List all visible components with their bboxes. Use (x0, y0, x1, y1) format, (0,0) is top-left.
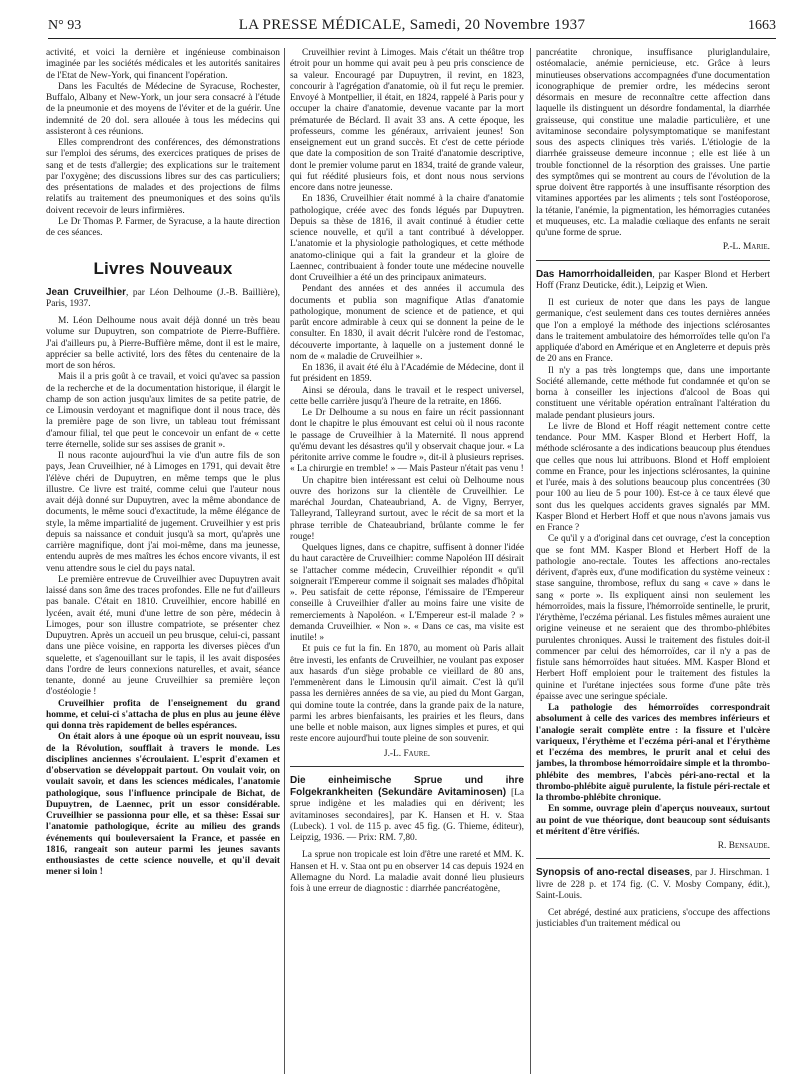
paragraph: En 1836, il avait été élu à l'Académie de Médecine, dont il fut président en 1859. (290, 363, 524, 385)
paragraph: Il est curieux de noter que dans les pays de langue germanique, c'est seulement dans ces toutes dernières années que l'on a employé la méthode des injections sclérosantes dans le traitement ambulatoire des hémorroïdes telle qu'on l'a appliquée d'abord en Amérique et en Angleterre et depuis près de 20 ans en France. (536, 298, 770, 365)
page-header (48, 14, 776, 36)
paragraph: Mais il a pris goût à ce travail, et voici qu'avec sa passion de la recherche et de la documentation historique, il élargit le champ de son action jusqu'aux limites de sa petite patrie, de ce Limousin verdoyant et magnifique dont il nous trace, dès la première page de son livre, un tableau tout frémissant d'amour filial, tel que peut le concevoir un enfant de « cette terre éternelle, solide sur ses assises de granit ». (46, 372, 280, 450)
column-2 (290, 48, 524, 1076)
column-separator (284, 48, 285, 1074)
paragraph: Quelques lignes, dans ce chapitre, suffisent à donner l'idée du haut caractère de Cruveilhier: comme Napoléon III désirait se l'attacher comme médecin, Cruveilhier répondit « qu'il soignerait l'Empereur comme il soignait ses malades d'hôpital ». Peu satisfait de cette réponse, l'émissaire de l'Empereur conseille à Cruveilhier d'aller au moins faire une visite de remerciements à Napoléon. « L'Empereur est-il malade ? » demanda Cruveilhier. « Non ». « Dans ce cas, ma visite est inutile! » (290, 543, 524, 643)
paragraph: pancréatite chronique, insuffisance pluriglandulaire, ostéomalacie, anémie pernicieuse, etc. Grâce à leurs minutieuses observations accompagnées d'une documentation iconographique de premier ordre, les médecins seront désormais en mesure de reconnaître cette affection dans laquelle ils distinguent un désordre fondamental, la diarrhée graisseuse, qui constitue une maladie particulière, et une avitaminose secondaire polysymptomatique se manifestant sous des aspects cliniques très variés. L'étiologie de la diarrhée graisseuse demeure inconnue ; elle est liée à un trouble fonctionnel de la résorption des graisses. Une partie des symptômes qui se montrent au cours de l'évolution de la sprue doivent être rapportés à une insuffisante résorption des vitamines apportées par les aliments ; tels sont l'ostéoporose, la tétanie, l'anémie, la pigmentation, les hémorragies cutanées et muqueuses, etc. La maladie cœliaque des enfants ne serait qu'une forme de sprue. (536, 48, 770, 238)
book-meta: [La sprue indigène et les maladies qui en dérivent; les avitaminoses secondaires], par K. Hansen et H. v. Staa (Lubeck). 1 vol. de 115 p. avec 45 fig. (G. Thieme, éditeur), Leipzig, 1936. — Prix: RM. 7,80. (290, 788, 524, 843)
book-entry-heading (46, 287, 280, 311)
paragraph: En somme, ouvrage plein d'aperçus nouveaux, surtout au point de vue théorique, dont beaucoup sont séduisants et méritent d'être vérifiés. (536, 804, 770, 837)
author-signature: P.-L. Marie. (722, 242, 770, 253)
book-entry-heading (536, 867, 770, 902)
paragraph: Cet abrégé, destiné aux praticiens, s'occupe des affections justiciables d'un traitement médical ou (536, 908, 770, 930)
book-title: Das Hamorrhoidalleiden (536, 268, 653, 280)
paragraph: Et puis ce fut la fin. En 1870, au moment où Paris allait être investi, les enfants de Cruveilhier, ne voulant pas exposer aux hasards d'un siège probable ce vieillard de 80 ans, l'emmenèrent dans le Limousin qu'il aimait. C'est là qu'il passa les dernières années de sa vie, au pied du Mont Gargan, qui domine toute la contrée, dans la grande paix de la nature, parmi les arbres bienfaisants, les prairies et les fleurs, dans une belle et noble maison, aux lignes simples et pures, et qui reste encore aujourd'hui toute pleine de son souvenir. (290, 644, 524, 745)
book-title: Jean Cruveilhier (46, 286, 127, 298)
paragraph: En 1836, Cruveilhier était nommé à la chaire d'anatomie pathologique, créée avec des fonds légués par Dupuytren. Depuis sa thèse de 1816, il avait continué à étudier cette science nouvelle, et qu'il a tant contribué à développer. L'anatomie et la physiologie pathologiques, et cette méthode anatomo-clinique qui a fait la grandeur et la gloire de Laennec, contribuaient à fonder toute une médecine nouvelle dont Cruveilhier a été un des principaux animateurs. (290, 194, 524, 283)
paragraph: activité, et voici la dernière et ingénieuse combinaison imaginée par les sociétés médicales et les autorités sanitaires de l'Etat de New-York, qui financent l'opération. (46, 48, 280, 81)
entry-divider (536, 858, 770, 859)
paragraph: Un chapitre bien intéressant est celui où Delhoume nous ouvre des horizons sur la clientèle de Cruveilhier. Le maréchal Jourdan, Chateaubriand, A. de Vigny, Berryer, Talleyrand, Talleyrand surtout, avec le récit de sa mort et la phrase terrible de Chateaubriand, brûlante comme le fer rouge! (290, 475, 524, 542)
issue-number: N° 93 (48, 18, 82, 33)
paragraph: Le Dr Delhoume a su nous en faire un récit passionnant dont le chapitre le plus émouvant est celui où il nous raconte le passage de Cruveilhier à la Maternité. Il nous apprend qu'ému devant les désastres qu'il y observait chaque jour. « La péritonite arrive comme le foudre », dit-il à plusieurs reprises. « La chirurgie en tremble! » — Mais Pasteur n'était pas venu ! (290, 408, 524, 475)
book-entry-heading (536, 269, 770, 293)
paragraph: Cruveilhier profita de l'enseignement du grand homme, et celui-ci s'attacha de plus en plus au jeune élève qui donna très rapidement de belles espérances. (46, 698, 280, 731)
paragraph: M. Léon Delhoume nous avait déjà donné un très beau volume sur Dupuytren, son compatriote de Pierre-Buffière. J'ai d'ailleurs pu, à Pierre-Buffière même, dont il est le maire, apprécier sa belle activité, lors des fêtes du centenaire de la mort de son héros. (46, 316, 280, 371)
column-separator (530, 48, 531, 1074)
paragraph: Le livre de Blond et Hoff réagit nettement contre cette tendance. Pour MM. Kasper Blond et Herbert Hoff, la méthode sclérosante a des indications beaucoup plus étendues que celles que nous lui attribuons. Blond et Hoff emploient comme en France, pour les injections sclérosantes, la quinine et l'urée, mais à des solutions beaucoup plus concentrées (30 pour 100 au lieu de 5 pour 100). Est-ce à ce taux élevé que sont dus les quelques accidents graves signalés par MM. Kasper Blond et Herbert Hoff et que nous n'avons jamais vus en France ? (536, 421, 770, 533)
paragraph: Pendant des années et des années il accumula des documents et publia son magnifique Atlas d'anatomie pathologique, monument de science et de patience, et qui parût encore admirable à ceux qui se donnent la peine de le consulter. En 1830, il avait décrit l'ulcère rond de l'estomac, découverte importante, à laquelle on a justement donné le nom de « maladie de Cruveilhier ». (290, 284, 524, 362)
paragraph: Ce qu'il y a d'original dans cet ouvrage, c'est la conception que se font MM. Kasper Blond et Herbert Hoff de la pathologie ano-rectale. Toutes les affections ano-rectales dérivent, d'après eux, d'une modification du système veineux : stase sanguine, thrombose, reflux du sang « cave » dans le sang « porte ». Ils expliquent ainsi non seulement les hémorroïdes, mais la fissure, l'hémorroïde sentinelle, le prurit, l'érythème, l'eczéma périanal. Les fistules mêmes auraient une origine veineuse et ne seraient que des thrombo-phlébites purulentes chroniques. Aussi le traitement des fistules doit-il commencer par celui des hémorroïdes, car il n'y a pas de fistule sans hémorroïdes haut situées. MM. Kasper Blond et Herbert Hoff emploient pour le traitement des fistules la quinine et l'urétane injectées sous forme d'une pâte très épaisse avec une seringue spéciale. (536, 534, 770, 702)
paragraph: La sprue non tropicale est loin d'être une rareté et MM. K. Hansen et H. v. Staa ont pu en observer 14 cas depuis 1924 en Allemagne du Nord. La maladie avait donné lieu plusieurs fois à une erreur de diagnostic : diarrhée pancréatogène, (290, 850, 524, 894)
entry-divider (290, 766, 524, 767)
paragraph: On était alors à une époque où un esprit nouveau, issu de la Révolution, soufflait à travers le monde. Les disciplines anciennes s'écroulaient. L'esprit d'examen et d'observation se développait partout. On voulait voir, on voulait savoir, et dans les sciences médicales, l'anatomie pathologique, sous l'influence principale de Bichat, de Dupuytren, de Laennec, prit un essor considérable. Cruveilhier se passionna pour elle, et sa thèse: Essai sur l'anatomie pathologique, écrite au milieu des grands événements qui bouleversaient la France, et passée en 1816, rangeait son auteur parmi les jeunes savants enthousiastes de cette science nouvelle, et qu'il devait mener si loin ! (46, 732, 280, 878)
entry-divider (536, 260, 770, 261)
author-signature: R. Bensaude. (717, 841, 770, 851)
header-rule (48, 38, 776, 39)
paragraph: Ainsi se déroula, dans le travail et le respect universel, cette belle carrière jusqu'à l'heure de la retraite, en 1866. (290, 385, 524, 407)
paragraph: Elles comprendront des conférences, des démonstrations sur l'emploi des sérums, des exercices pratiques de prises de sang et de tests d'allergie; des explications sur le traitement par l'oxygène; des discussions libres sur des cas particuliers; des présentations de malades et des projections de films relatifs au traitement des pneumoniques et des soins qu'ils doivent recevoir de leurs infirmières. (46, 138, 280, 216)
column-1 (46, 48, 280, 1076)
paragraph: Dans les Facultés de Médecine de Syracuse, Rochester, Buffalo, Albany et New-York, un jour sera consacré à l'étude de la pneumonie et des moyens de l'éviter et de la guérir. Une indemnité de 20 dol. sera allouée à tous les médecins qui assisteront à ces réunions. (46, 81, 280, 137)
book-title: Die einheimische Sprue und ihre Folgekrankheiten (Sekundäre Avitaminosen) (290, 774, 524, 798)
book-meta: , par Kasper Blond et Herbert Hoff (Franz Deuticke, édit.), Leipzig et Wien. (536, 269, 770, 291)
paragraph: Il n'y a pas très longtemps que, dans une importante Société allemande, cette méthode fut condamnée et qu'on se borna à conseiller les injections d'alcool de Boas qui constituent une véritable opération entraînant l'altération du malade pendant plusieurs jours. (536, 365, 770, 421)
paragraph: Cruveilhier revint à Limoges. Mais c'était un théâtre trop étroit pour un homme qui avait peu à peu pris conscience de sa valeur. Encouragé par Dupuytren, il revint, en 1823, concourir à l'agrégation d'anatomie, où il fut reçu le premier. Envoyé à Montpellier, il était, en 1824, rappelé à Paris pour y occuper la chaire d'anatomie, devenue vacante par la mort prématurée de Béclard. Il avait 33 ans. A cette époque, les professeurs, comme les généraux, arrivaient jeunes! Son enseignement eut un grand succès. Et c'est de cette période que date la composition de son Traité d'anatomie descriptive, dont le premier volume parut en 1834, traité de grande valeur, qui fut réédité plusieurs fois, et dont nous nous servions encore dans notre jeunesse. (290, 48, 524, 193)
book-title: Synopsis of ano-rectal diseases (536, 867, 690, 879)
paragraph: Le Dr Thomas P. Farmer, de Syracuse, a la haute direction de ces séances. (46, 216, 280, 238)
journal-title: LA PRESSE MÉDICALE, Samedi, 20 Novembre 1937 (238, 17, 586, 33)
column-3 (536, 48, 770, 1076)
paragraph: La pathologie des hémorroïdes correspondrait absolument à celle des varices des membres inférieurs et l'analogie serait complète entre : la fissure et l'ulcère variqueux, l'érythème et l'eczéma péri-anal et l'érythème et l'eczéma des membres, le prurit anal et celui des jambes, la thrombose hémorroïdaire simple et la thrombo-phlébite des membres, l'abcès péri-ano-rectal et la thrombo-phlébite aiguë purulente, la fistule péri-rectale et la thrombo-phlébite chronique. (536, 703, 770, 803)
author-signature: J.-L. Faure. (383, 748, 431, 759)
book-meta: , par Léon Delhoume (J.-B. Baillière), Paris, 1937. (46, 287, 280, 309)
book-meta: , par J. Hirschman. 1 livre de 228 p. et 174 fig. (C. V. Mosby Company, édit.), Saint-Louis. (536, 868, 770, 901)
page-number: 1663 (748, 18, 776, 33)
book-entry-heading (290, 775, 524, 845)
paragraph: Le première entrevue de Cruveilhier avec Dupuytren avait laissé dans son âme des traces profondes. Elle ne fut d'ailleurs pas banale. C'était en 1810. Cruveilhier, encore habillé en lycéen, avait été, muni d'une lettre de son père, médecin à Limoges, pour son illustre compatriote, se présenter chez Dupuytren. Après un accueil un peu brusque, celui-ci, passant dans une pièce voisine, en rapporta les diverses pièces d'un squelette, et s'agenouillant sur le tapis, il les avait disposées dans l'ordre de leurs connexions naturelles, et avait, séance tenante, donné au jeune Cruveilhier sa première leçon d'ostéologie ! (46, 574, 280, 698)
paragraph: Il nous raconte aujourd'hui la vie d'un autre fils de son pays, Jean Cruveilhier, né à Limoges en 1791, qui devait être l'élève chéri de Dupuytren, en même temps que le plus illustre. Ce livre est traité, comme celui que l'auteur nous avait déjà donné sur Dupuytren, avec la même abondance de documents, le même souci d'exactitude, la même élégance de style, la même impartialité de jugement. Cruveilhier y est pris depuis sa naissance et conduit jusqu'à sa mort, qu'après une carrière magnifique, dont j'ai moi-même, dans ma jeunesse, entendu auprès de mes maîtres les échos encore vivants, il est venu attendre sous le ciel du pays natal. (46, 451, 280, 574)
section-title: Livres Nouveaux (93, 259, 233, 279)
